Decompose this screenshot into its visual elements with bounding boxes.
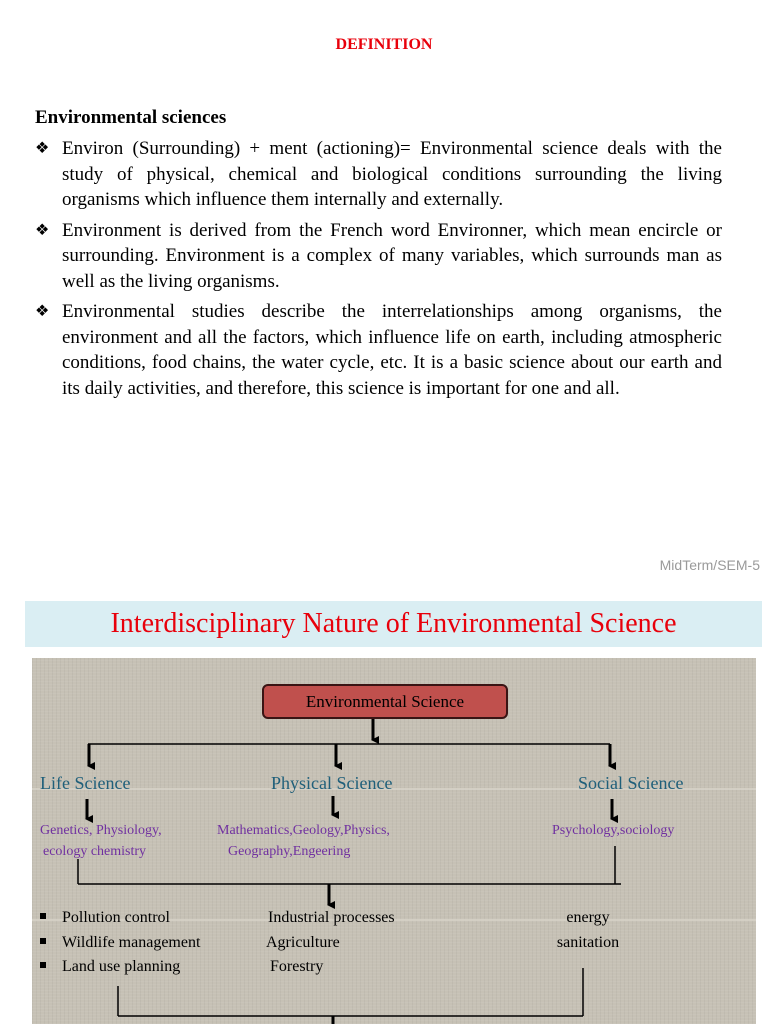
- square-bullet-icon: [40, 913, 46, 919]
- diamond-bullet-icon: ❖: [35, 221, 50, 239]
- applications-col-2: [268, 906, 395, 980]
- interdisciplinary-slide: [0, 590, 768, 1024]
- list-item: Industrial processes: [268, 909, 395, 926]
- square-bullet-icon: [40, 938, 46, 944]
- root-node: Environmental Science: [262, 684, 508, 719]
- social-sub-line-1: Psychology,sociology: [552, 823, 675, 838]
- applications-col-1: [40, 906, 200, 980]
- bullet-text: Environmental studies describe the interrelationships among organisms, the environment and all the factors, which influence life on earth, including atmospheric conditions, food chains, the water cycle, etc. It is a basic science about our earth and its daily activities, and therefore, this science is important for one and all.: [62, 301, 722, 399]
- list-item: sanitation: [556, 933, 620, 951]
- bullet-item: [35, 299, 722, 401]
- branch-social-science: Social Science: [578, 773, 684, 793]
- bullet-item: [35, 218, 722, 295]
- list-item: Agriculture: [266, 933, 340, 951]
- branch-physical-science: Physical Science: [271, 773, 393, 793]
- physical-sub-line-2: Geography,Engeering: [228, 844, 351, 859]
- footer-label: MidTerm/SEM-5: [659, 557, 760, 573]
- bullet-text: Environment is derived from the French word Environner, which mean encircle or surrounding. Environment is a complex of many variables, which surrounds man as well as the living organisms.: [62, 219, 722, 292]
- branch-life-science: Life Science: [40, 773, 131, 793]
- life-sub-line-2: ecology chemistry: [43, 844, 147, 859]
- list-item: Pollution control: [40, 906, 200, 931]
- list-item: Forestry: [270, 958, 324, 975]
- applications-col-3: [554, 906, 622, 955]
- slide-banner-title: Interdisciplinary Nature of Environmental Science: [25, 601, 762, 647]
- square-bullet-icon: [40, 962, 46, 968]
- bullet-item: [35, 136, 722, 213]
- diamond-bullet-icon: ❖: [35, 140, 50, 157]
- subheading: Environmental sciences: [35, 107, 227, 128]
- physical-sub-line-1: Mathematics,Geology,Physics,: [217, 823, 390, 838]
- list-item: Land use planning: [40, 955, 200, 980]
- life-sub-line-1: Genetics, Physiology,: [40, 823, 162, 838]
- diamond-bullet-icon: ❖: [35, 303, 50, 320]
- list-item: Wildlife management: [40, 931, 200, 956]
- list-item: energy: [566, 909, 610, 926]
- slide-title: DEFINITION: [335, 36, 433, 53]
- diagram-board: [32, 658, 756, 1024]
- bullet-text: Environ (Surrounding) + ment (actioning)= Environmental science deals with the study of physical, chemical and biological conditions surrounding the living organisms which influence them internally and externally.: [62, 138, 722, 210]
- bullet-list: [35, 136, 722, 406]
